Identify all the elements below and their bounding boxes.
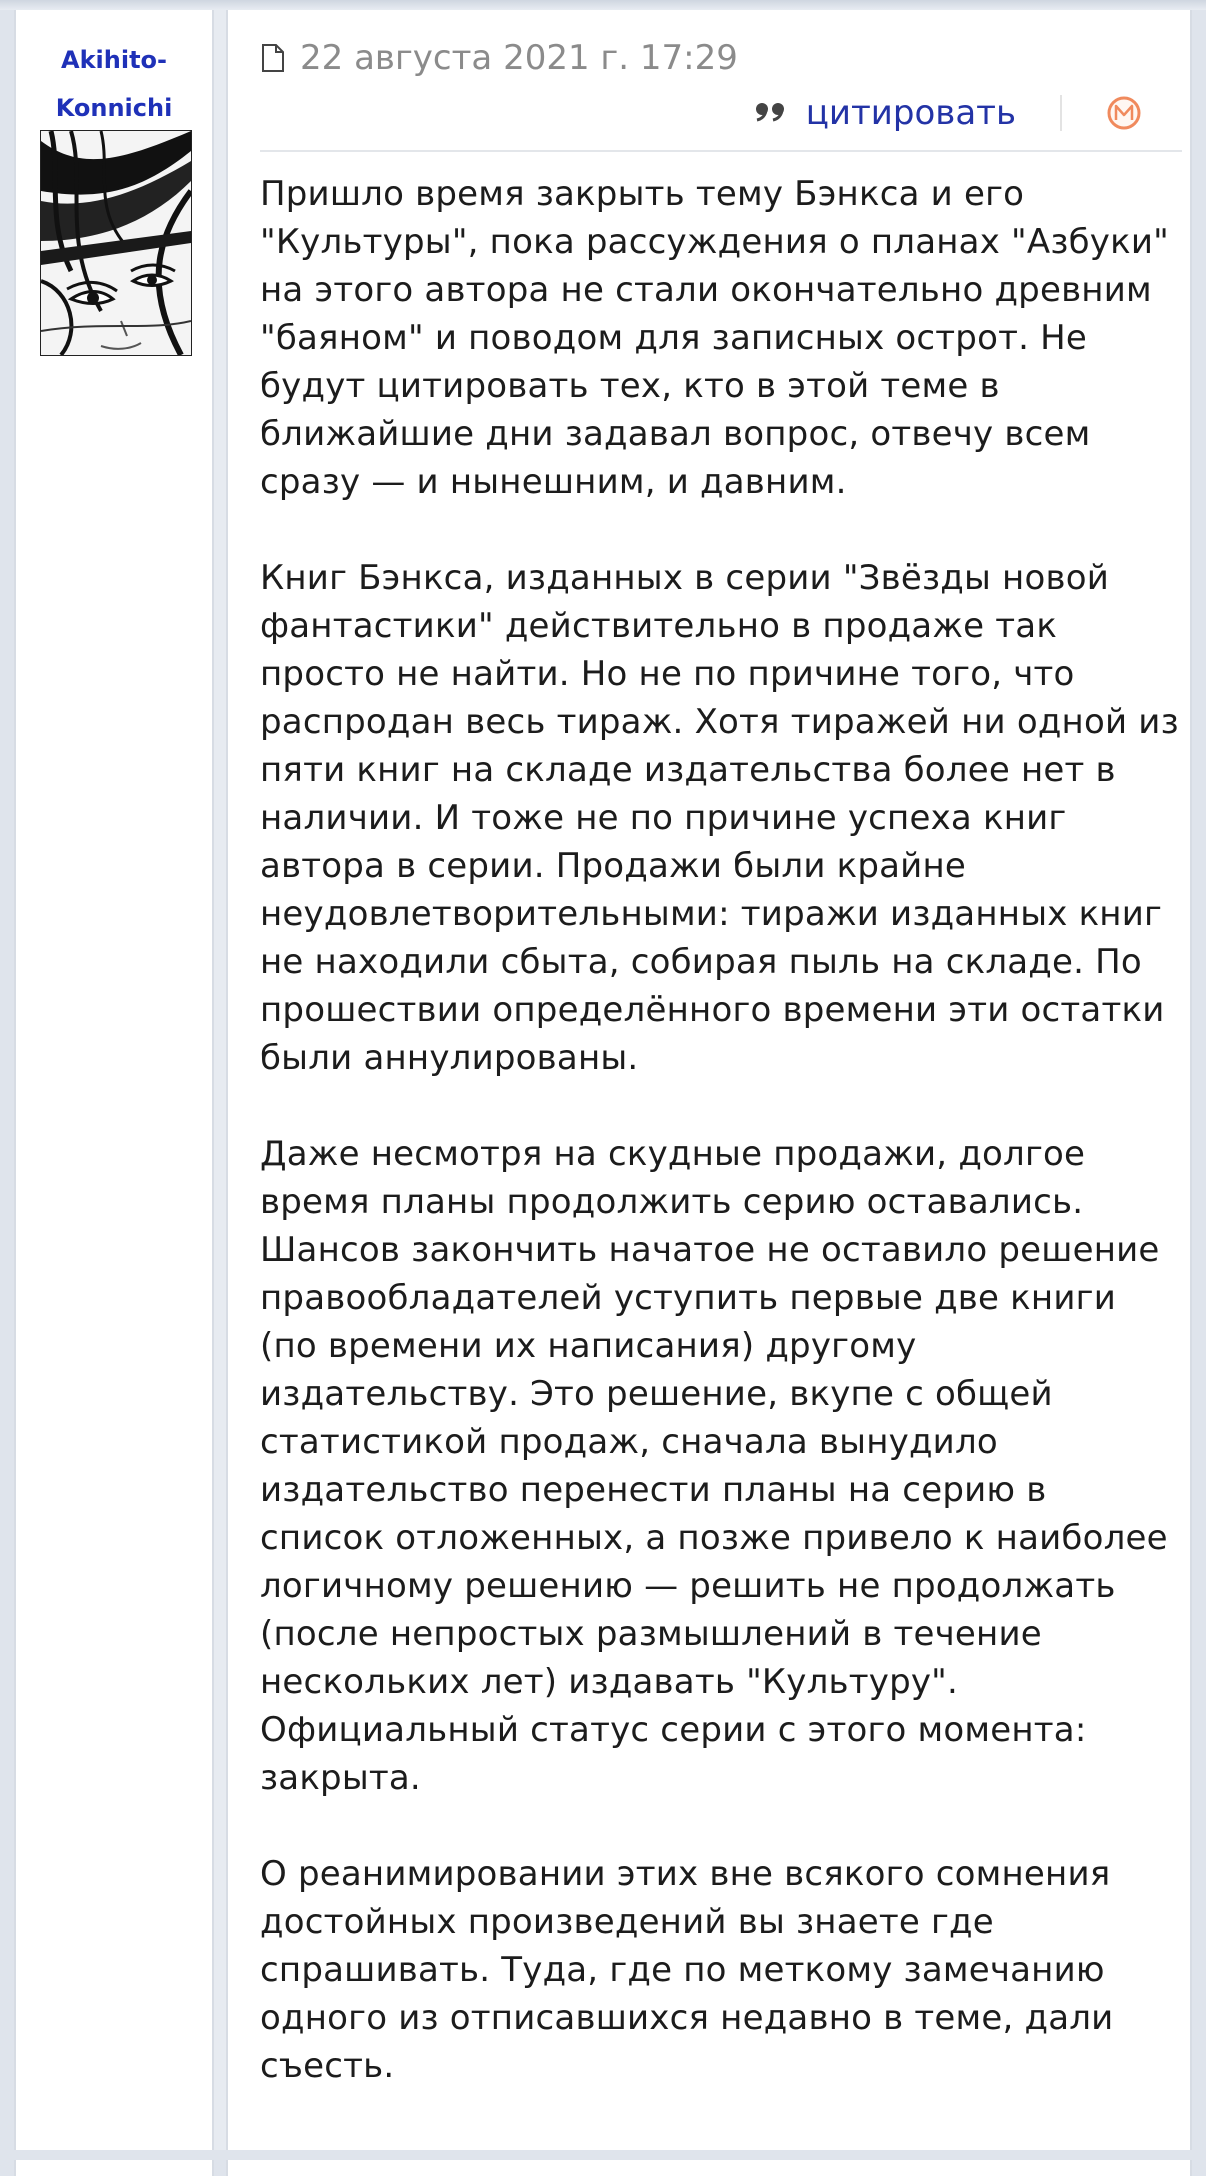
quote-icon[interactable] — [754, 101, 788, 125]
post-date — [260, 36, 738, 80]
document-icon — [260, 43, 286, 73]
post-content-column — [226, 10, 1192, 2150]
post-paragraph-1: Пришло время закрыть тему Бэнкса и его "Культуры", пока рассуждения о планах "Азбуки" на этого автора не стали окончательно древним "баяном" и поводом для записных острот. Не будут цитировать тех, кто в этой теме в ближайшие дни задавал вопрос, отвечу всем сразу — и нынешним, и давним. — [260, 174, 1169, 502]
quote-link[interactable]: цитировать — [805, 93, 1016, 133]
post-paragraph-2: Книг Бэнкса, изданных в серии "Звёзды новой фантастики" действительно в продаже так просто не найти. Но не по причине того, что распродан весь тираж. Хотя тиражей ни одной из пяти книг на складе издательства более нет в наличии. И тоже не по причине успеха книг автора в серии. Продажи были крайне неудовлетворительными: тиражи изданных книг не находили сбыта, собирая пыль на складе. По прошествии определённого времени эти остатки были аннулированы. — [260, 558, 1179, 1078]
moderator-m-icon[interactable] — [1106, 95, 1142, 131]
actions-divider — [1060, 95, 1062, 131]
author-column — [14, 10, 214, 2150]
forum-post — [14, 10, 1192, 2150]
post-actions — [754, 88, 1142, 138]
author-name-line2[interactable]: Konnichi — [55, 94, 173, 122]
next-post-author-column — [14, 2160, 214, 2176]
top-strip — [0, 0, 1206, 10]
post-body — [260, 170, 1180, 2138]
post-date-text: 22 августа 2021 г. 17:29 — [300, 38, 738, 78]
author-name-link[interactable] — [16, 36, 212, 132]
column-gutter — [214, 10, 226, 2150]
author-name-line1[interactable]: Akihito- — [61, 46, 167, 74]
post-paragraph-4: О реанимировании этих вне всякого сомнения достойных произведений вы знаете где спрашивать. Туда, где по меткому замечанию одного из отписавшихся недавно в теме, дали съесть. — [260, 1854, 1114, 2086]
post-paragraph-3: Даже несмотря на скудные продажи, долгое время планы продолжить серию оставались. Шансов закончить начатое не оставило решение правообладателей уступить первые две книги (по времени их написания) другому издательству. Это решение, вкупе с общей статистикой продаж, сначала вынудило издательство перенести планы на серию в список отложенных, а позже привело к наиболее логичному решению — решить не продолжать (после непростых размышлений в течение нескольких лет) издавать "Культуру". Официальный статус серии с этого момента: закрыта. — [260, 1134, 1168, 1798]
next-post-content-column — [226, 2160, 1192, 2176]
avatar-image — [41, 131, 191, 355]
header-divider — [260, 150, 1182, 152]
avatar[interactable] — [40, 130, 192, 356]
